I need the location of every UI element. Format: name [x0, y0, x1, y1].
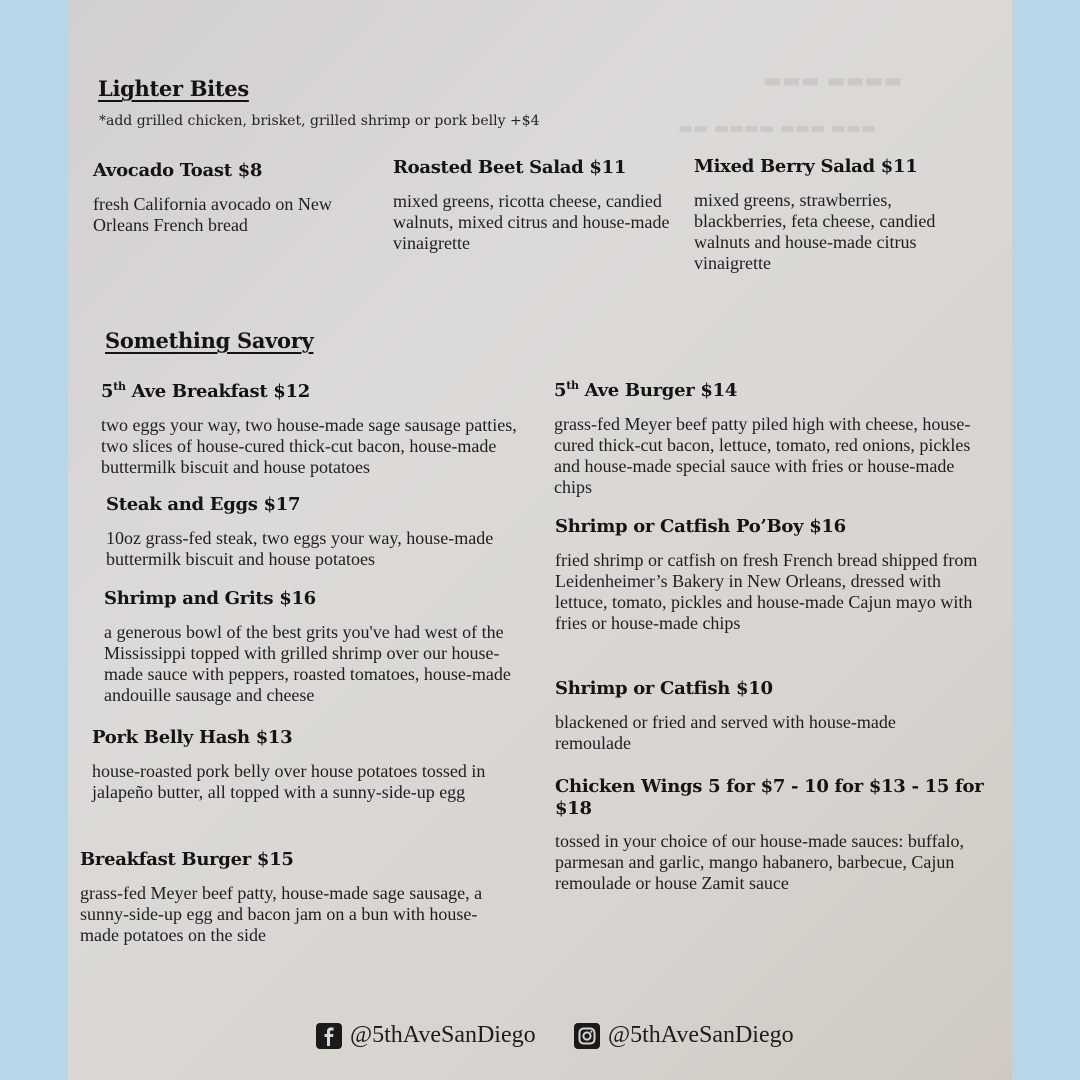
item-name-number: 5 [554, 380, 567, 401]
facebook-handle[interactable]: @5thAveSanDiego [350, 1022, 536, 1048]
item-name-rest: Ave Breakfast $12 [125, 381, 310, 402]
menu-page [68, 0, 1012, 1080]
menu-item-steak-and-eggs [106, 494, 526, 570]
item-name: Pork Belly Hash $13 [92, 727, 293, 748]
item-name: Steak and Eggs $17 [106, 494, 301, 515]
item-description: tossed in your choice of our house-made sauces: buffalo, parmesan and garlic, mango habanero, barbecue, Cajun remoulade or house Zamit sauce [555, 831, 965, 894]
item-name-number: 5 [101, 381, 114, 402]
item-name [101, 380, 521, 403]
lighter-bites-heading: Lighter Bites [98, 76, 249, 101]
show-through-decoration: ▬▬▬▬ ▬▬▬ [763, 68, 903, 92]
instagram-icon [574, 1023, 600, 1049]
instagram-handle[interactable]: @5thAveSanDiego [608, 1022, 794, 1048]
item-name: Breakfast Burger $15 [80, 849, 294, 870]
menu-item-breakfast-burger [80, 849, 500, 946]
show-through-decoration: ▬▬▬ ▬▬▬ ▬▬▬▬ ▬▬ [678, 118, 877, 137]
item-description: two eggs your way, two house-made sage sausage patties, two slices of house-cured thick-cut bacon, house-made buttermilk biscuit and house potatoes [101, 414, 517, 477]
menu-item-5th-ave-burger [554, 379, 984, 498]
menu-item-5th-ave-breakfast [101, 380, 521, 478]
item-name: Roasted Beet Salad $11 [393, 157, 627, 178]
menu-item-shrimp-and-grits [104, 588, 514, 706]
menu-item-mixed-berry-salad [694, 156, 984, 274]
item-name: Chicken Wings 5 for $7 - 10 for $13 - 15 for $18 [555, 776, 984, 819]
menu-item-po-boy [555, 516, 985, 634]
item-description: fresh California avocado on New Orleans French bread [93, 193, 332, 235]
item-name-superscript: th [566, 379, 579, 392]
facebook-link[interactable] [316, 1022, 536, 1049]
item-name: Shrimp or Catfish Po’Boy $16 [555, 516, 846, 537]
add-protein-note: *add grilled chicken, brisket, grilled shrimp or pork belly +$4 [99, 113, 540, 129]
item-name: Mixed Berry Salad $11 [694, 156, 918, 177]
item-description: grass-fed Meyer beef patty, house-made sage sausage, a sunny-side-up egg and bacon jam on a bun with house-made potatoes on the side [80, 882, 483, 945]
item-name: Shrimp and Grits $16 [104, 588, 316, 609]
something-savory-heading: Something Savory [105, 328, 314, 353]
instagram-link[interactable] [574, 1022, 794, 1049]
item-name: Avocado Toast $8 [93, 160, 263, 181]
item-name-superscript: th [113, 380, 126, 393]
item-description: a generous bowl of the best grits you've had west of the Mississippi topped with grilled shrimp over our house-made sauce with peppers, roasted tomatoes, house-made andouille sausage and cheese [104, 621, 511, 705]
item-description: fried shrimp or catfish on fresh French bread shipped from Leidenheimer’s Bakery in New Orleans, dressed with lettuce, tomato, pickles and house-made Cajun mayo with fries or house-made chips [555, 549, 978, 633]
menu-item-pork-belly-hash [92, 727, 522, 803]
item-description: 10oz grass-fed steak, two eggs your way, house-made buttermilk biscuit and house potatoes [106, 527, 494, 569]
item-description: mixed greens, ricotta cheese, candied walnuts, mixed citrus and house-made vinaigrette [393, 190, 670, 253]
item-description: house-roasted pork belly over house potatoes tossed in jalapeño butter, all topped with a sunny-side-up egg [92, 760, 486, 802]
item-description: grass-fed Meyer beef patty piled high with cheese, house-cured thick-cut bacon, lettuce, tomato, red onions, pickles and house-made special sauce with fries or house-made chips [554, 413, 971, 497]
item-description: blackened or fried and served with house-made remoulade [555, 711, 896, 753]
menu-item-chicken-wings [555, 776, 1000, 894]
item-name: Shrimp or Catfish $10 [555, 678, 773, 699]
menu-item-avocado-toast [93, 160, 373, 236]
item-description: mixed greens, strawberries, blackberries, feta cheese, candied walnuts and house-made citrus vinaigrette [694, 189, 936, 273]
menu-item-shrimp-or-catfish [555, 678, 975, 754]
item-name [554, 379, 984, 402]
menu-item-roasted-beet-salad [393, 157, 678, 254]
item-name-rest: Ave Burger $14 [578, 380, 738, 401]
facebook-icon [316, 1023, 342, 1049]
